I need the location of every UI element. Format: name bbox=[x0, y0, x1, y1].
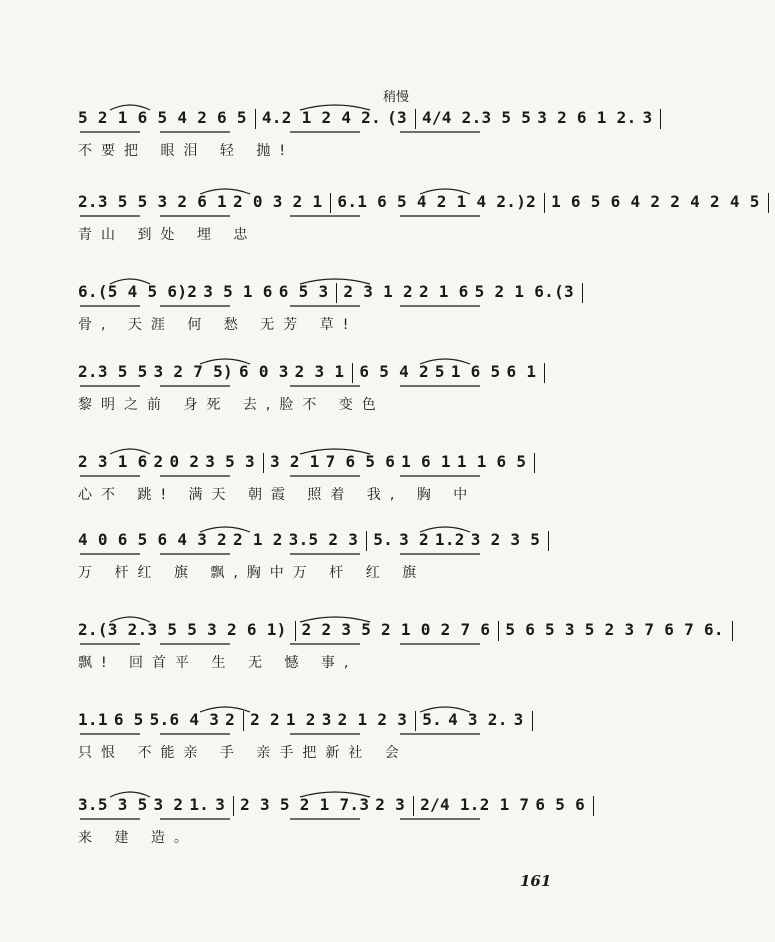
note-group: 3 bbox=[513, 710, 524, 729]
notation-system bbox=[0, 282, 640, 372]
bar-line bbox=[366, 531, 367, 551]
note-line bbox=[78, 452, 568, 478]
note-line bbox=[78, 710, 568, 736]
note-group: 3 2 bbox=[399, 530, 429, 549]
note-group: 3 2 7 5) bbox=[153, 362, 233, 381]
bar-line bbox=[732, 621, 733, 641]
note-group: 2 3 1 2 bbox=[343, 282, 413, 301]
note-group: 1 6 5 6 4 2 2 4 2 4 5 bbox=[551, 192, 760, 211]
note-group: 6.1 6 5 4 2 1 4 2.)2 bbox=[337, 192, 537, 211]
bar-line bbox=[582, 283, 583, 303]
note-group: 3 2 6 1 2. bbox=[537, 108, 637, 127]
note-group: 3 bbox=[215, 795, 226, 814]
note-group: 4.2 1 2 4 2. bbox=[261, 108, 382, 127]
lyric-line: 黎明之前 身死 去,脸不 变色 bbox=[78, 397, 385, 413]
bar-line bbox=[255, 109, 256, 129]
note-group: 2.3 5 5 bbox=[78, 362, 148, 381]
note-group: 3 2 1 bbox=[269, 452, 320, 471]
note-group: 7 6 5 6 bbox=[325, 452, 396, 471]
note-group: 6 5 4 2 bbox=[359, 362, 429, 381]
note-group: 2 2 3 5 2 1 0 2 7 6 bbox=[301, 620, 491, 639]
note-group: 6 5 6 bbox=[535, 795, 586, 814]
bar-line bbox=[243, 711, 244, 731]
notation-system bbox=[0, 108, 653, 198]
note-group: 2 1 2 3 bbox=[337, 710, 408, 729]
bar-line bbox=[336, 283, 337, 303]
note-group: 1.2 bbox=[434, 530, 465, 549]
note-group: 1. bbox=[189, 795, 210, 814]
lyric-line: 青山 到处 埋 忠 bbox=[78, 227, 257, 243]
lyric-line: 飘! 回首平 生 无 憾 事, bbox=[78, 655, 358, 671]
lyric-line: 万 杆红 旗 飘,胸中万 杆 红 旗 bbox=[78, 565, 426, 581]
bar-line bbox=[330, 193, 331, 213]
bar-line bbox=[498, 621, 499, 641]
note-group: 2 3 5 2 1 7.3 bbox=[240, 795, 370, 814]
note-group: 5 2 1 6 5 4 2 6 5 bbox=[78, 108, 247, 127]
note-group: 6.(5 4 5 6)2 bbox=[78, 282, 198, 301]
bar-line bbox=[548, 531, 549, 551]
bar-line bbox=[544, 193, 545, 213]
bar-line bbox=[532, 711, 533, 731]
note-group: 4 3 2. bbox=[448, 710, 508, 729]
note-line bbox=[78, 282, 574, 308]
note-line bbox=[78, 362, 568, 388]
note-group: 3 bbox=[321, 710, 332, 729]
note-line bbox=[78, 530, 568, 556]
note-group: 1 1 6 5 bbox=[456, 452, 527, 471]
lyric-line: 不要把 眼泪 轻 抛! bbox=[78, 143, 294, 159]
note-group: 2 3 1 6 bbox=[78, 452, 148, 471]
note-line bbox=[78, 192, 760, 218]
note-group: 1 6 1 bbox=[401, 452, 451, 471]
note-group: 2 0 3 2 1 bbox=[233, 192, 323, 211]
note-group: 6 0 3 bbox=[239, 362, 289, 381]
note-group: 6 1 bbox=[506, 362, 537, 381]
note-group: 3 5 3 bbox=[205, 452, 255, 471]
note-group: 2 1 6 bbox=[418, 282, 469, 301]
bar-line bbox=[415, 711, 416, 731]
note-group: 5. bbox=[422, 710, 443, 729]
note-line bbox=[78, 108, 653, 134]
lyric-line: 骨, 天涯 何 愁 无芳 草! bbox=[78, 317, 358, 333]
notation-system bbox=[0, 192, 760, 282]
note-group: 6 5 3 bbox=[278, 282, 329, 301]
note-group: 2.3 5 5 3 2 6 1 bbox=[78, 192, 227, 211]
note-group: 1 2 bbox=[285, 710, 316, 729]
notation-system bbox=[0, 362, 640, 452]
note-group: 2 bbox=[153, 452, 164, 471]
note-group: 2 1 2 bbox=[233, 530, 283, 549]
note-group: 3 2 bbox=[153, 795, 184, 814]
note-group: 3.5 2 3 bbox=[288, 530, 359, 549]
notation-system bbox=[0, 530, 640, 620]
note-group: (3 bbox=[387, 108, 407, 127]
note-group: 5.6 4 3 bbox=[149, 710, 220, 729]
note-group: 1.1 bbox=[78, 710, 108, 729]
bar-line bbox=[544, 363, 545, 383]
note-group: 3 2 3 5 bbox=[470, 530, 541, 549]
note-group: 5. bbox=[373, 530, 394, 549]
note-group: 2/4 1.2 1 7 bbox=[420, 795, 530, 814]
note-group: 2 3 bbox=[375, 795, 406, 814]
bar-line bbox=[593, 796, 594, 816]
bar-line bbox=[534, 453, 535, 473]
bar-line bbox=[768, 193, 769, 213]
note-group: 4/4 2.3 5 5 bbox=[421, 108, 532, 127]
tempo-marking: 稍慢 bbox=[383, 90, 410, 105]
bar-line bbox=[415, 109, 416, 129]
bar-line bbox=[660, 109, 661, 129]
note-group: 4 0 6 5 6 4 3 2 bbox=[78, 530, 227, 549]
note-group: 5 6 5 3 5 2 3 7 6 7 6. bbox=[505, 620, 724, 639]
note-group: 5 bbox=[434, 362, 445, 381]
lyric-line: 来 建 造。 bbox=[78, 830, 197, 846]
note-group: 3.5 3 5 bbox=[78, 795, 148, 814]
note-group: 3 5 1 6 bbox=[203, 282, 273, 301]
bar-line bbox=[352, 363, 353, 383]
notation-system bbox=[0, 620, 724, 710]
notation-system bbox=[0, 710, 640, 800]
note-group: 0 2 bbox=[169, 452, 200, 471]
bar-line bbox=[263, 453, 264, 473]
note-line bbox=[78, 620, 724, 646]
note-group: 2.(3 2.3 5 5 3 2 6 1) bbox=[78, 620, 287, 639]
lyric-line: 只恨 不能亲 手 亲手把新社 会 bbox=[78, 745, 408, 761]
note-group: 3 bbox=[642, 108, 653, 127]
note-group: 5 2 1 6.(3 bbox=[474, 282, 574, 301]
lyric-line: 心不 跳! 满天 朝霞 照着 我, 胸 中 bbox=[78, 487, 477, 503]
note-group: 1 6 5 bbox=[450, 362, 501, 381]
bar-line bbox=[413, 796, 414, 816]
page-number: 161 bbox=[520, 872, 552, 890]
note-group: 2 3 1 bbox=[294, 362, 345, 381]
note-group: 2 bbox=[225, 710, 236, 729]
note-group: 2 2 bbox=[250, 710, 280, 729]
bar-line bbox=[233, 796, 234, 816]
notation-system bbox=[0, 452, 640, 542]
note-line bbox=[78, 795, 586, 821]
note-group: 6 5 bbox=[113, 710, 144, 729]
bar-line bbox=[295, 621, 296, 641]
